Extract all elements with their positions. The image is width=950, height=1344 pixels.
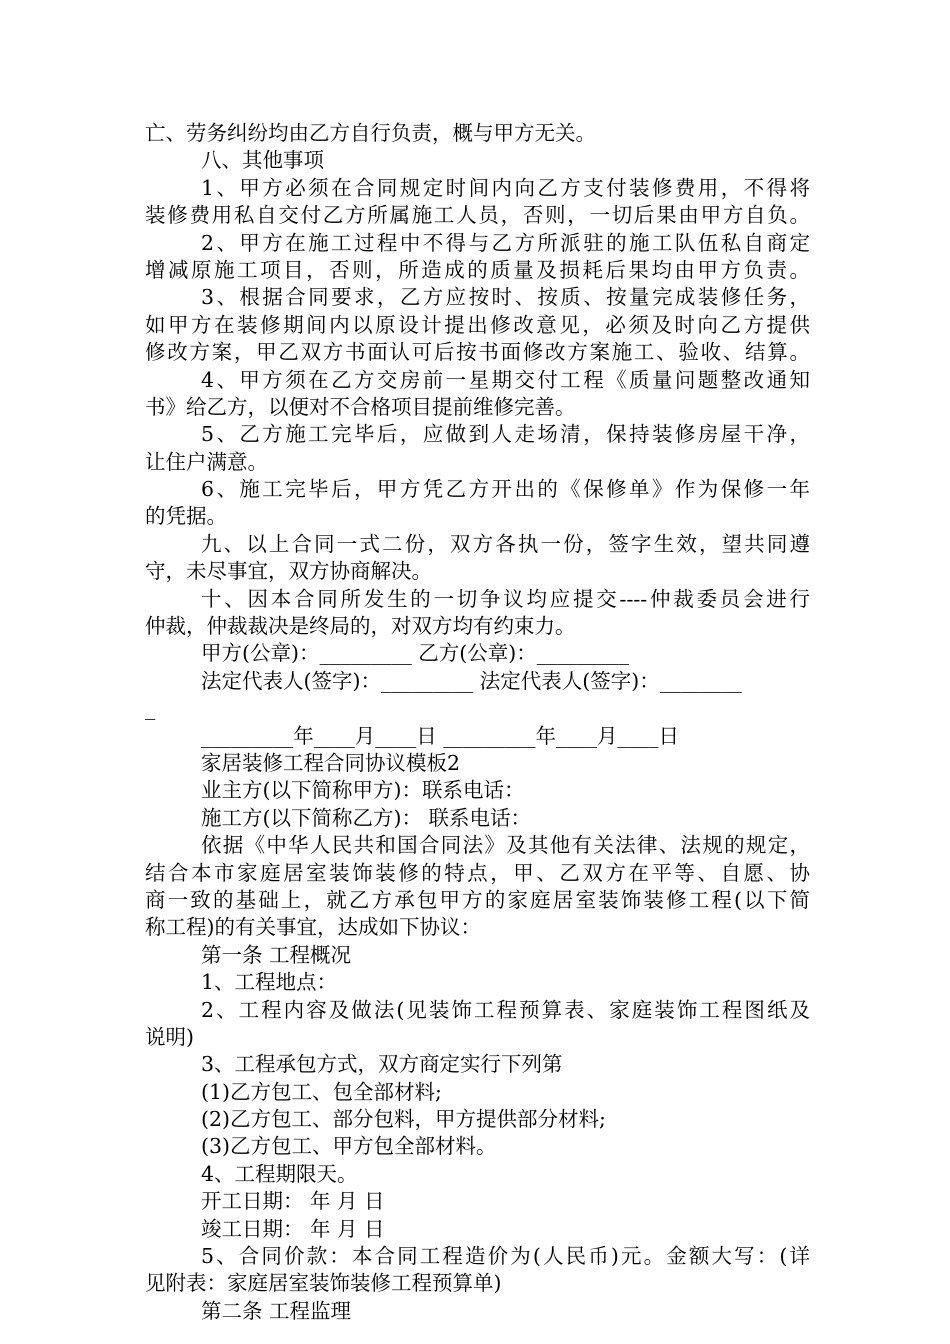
text-line: 6、施工完毕后，甲方凭乙方开出的《保修单》作为保修一年 (201, 477, 810, 502)
text-line: 增减原施工项目，否则，所造成的质量及损耗后果均由甲方负责。 (145, 257, 810, 282)
text-line: 八、其他事项 (201, 148, 324, 173)
text-line: 甲方(公章)：_________ 乙方(公章)：_________ (201, 641, 630, 666)
text-line: 4、甲方须在乙方交房前一星期交付工程《质量问题整改通知 (201, 367, 810, 392)
text-line: 第二条 工程监理 (201, 1298, 352, 1323)
text-line: 守，未尽事宜，双方协商解决。 (145, 559, 432, 584)
text-line: 4、工程期限天。 (201, 1161, 358, 1186)
text-line: 1、工程地点： (201, 970, 338, 995)
text-line: 见附表：家庭居室装饰装修工程预算单) (145, 1271, 502, 1296)
text-line: 竣工日期： 年 月 日 (201, 1216, 385, 1241)
text-line: 2、工程内容及做法(见装饰工程预算表、家庭装饰工程图纸及 (201, 997, 810, 1022)
text-line: (2)乙方包工、部分包料，甲方提供部分材料; (201, 1107, 606, 1132)
text-line: 让住户满意。 (145, 449, 268, 474)
text-line: 开工日期： 年 月 日 (201, 1189, 385, 1214)
text-line: 仲裁，仲裁裁决是终局的，对双方均有约束力。 (145, 614, 576, 639)
text-line: _________年____月____日 _________年____月____日 (201, 723, 680, 748)
text-line: 3、根据合同要求，乙方应按时、按质、按量完成装修任务， (201, 285, 810, 310)
text-line: 5、乙方施工完毕后，应做到人走场清，保持装修房屋干净， (201, 422, 810, 447)
text-line: 法定代表人(签字)：_________ 法定代表人(签字)：________ (201, 668, 742, 693)
text-line: 亡、劳务纠纷均由乙方自行负责，概与甲方无关。 (145, 121, 596, 145)
text-line: 5、合同价款：本合同工程造价为(人民币)元。金额大写：(详 (201, 1244, 810, 1269)
text-line: 的凭据。 (145, 504, 227, 529)
text-line: 九、以上合同一式二份，双方各执一份，签字生效，望共同遵 (201, 531, 810, 556)
text-line: (3)乙方包工、甲方包全部材料。 (201, 1134, 497, 1159)
text-line: 商一致的基础上，就乙方承包甲方的家庭居室装饰装修工程(以下简 (145, 887, 810, 912)
text-line: 依据《中华人民共和国合同法》及其他有关法律、法规的规定， (201, 833, 810, 858)
text-line: 1、甲方必须在合同规定时间内向乙方支付装修费用，不得将 (201, 175, 810, 200)
document-page (145, 120, 810, 1325)
text-line: 第一条 工程概况 (201, 942, 352, 967)
text-line: _ (145, 696, 156, 721)
text-line: 称工程)的有关事宜，达成如下协议： (145, 915, 481, 940)
text-line: 施工方(以下简称乙方)： 联系电话： (201, 805, 532, 830)
text-line: 装修费用私自交付乙方所属施工人员，否则，一切后果由甲方自负。 (145, 203, 810, 228)
text-line: (1)乙方包工、包全部材料; (201, 1079, 442, 1104)
text-line: 修改方案，甲乙双方书面认可后按书面修改方案施工、验收、结算。 (145, 340, 810, 365)
text-line: 十、因本合同所发生的一切争议均应提交----仲裁委员会进行 (201, 586, 810, 611)
text-line: 业主方(以下简称甲方)：联系电话： (201, 778, 525, 803)
text-line: 3、工程承包方式，双方商定实行下列第 (201, 1052, 563, 1077)
text-line: 如甲方在装修期间内以原设计提出修改意见，必须及时向乙方提供 (145, 312, 810, 337)
text-line: 结合本市家庭居室装饰装修的特点，甲、乙双方在平等、自愿、协 (145, 860, 810, 885)
text-line: 书》给乙方，以便对不合格项目提前维修完善。 (145, 394, 576, 419)
text-line: 说明) (145, 1024, 194, 1049)
text-line: 2、甲方在施工过程中不得与乙方所派驻的施工队伍私自商定 (201, 230, 810, 255)
text-line: 家居装修工程合同协议模板2 (201, 750, 461, 775)
